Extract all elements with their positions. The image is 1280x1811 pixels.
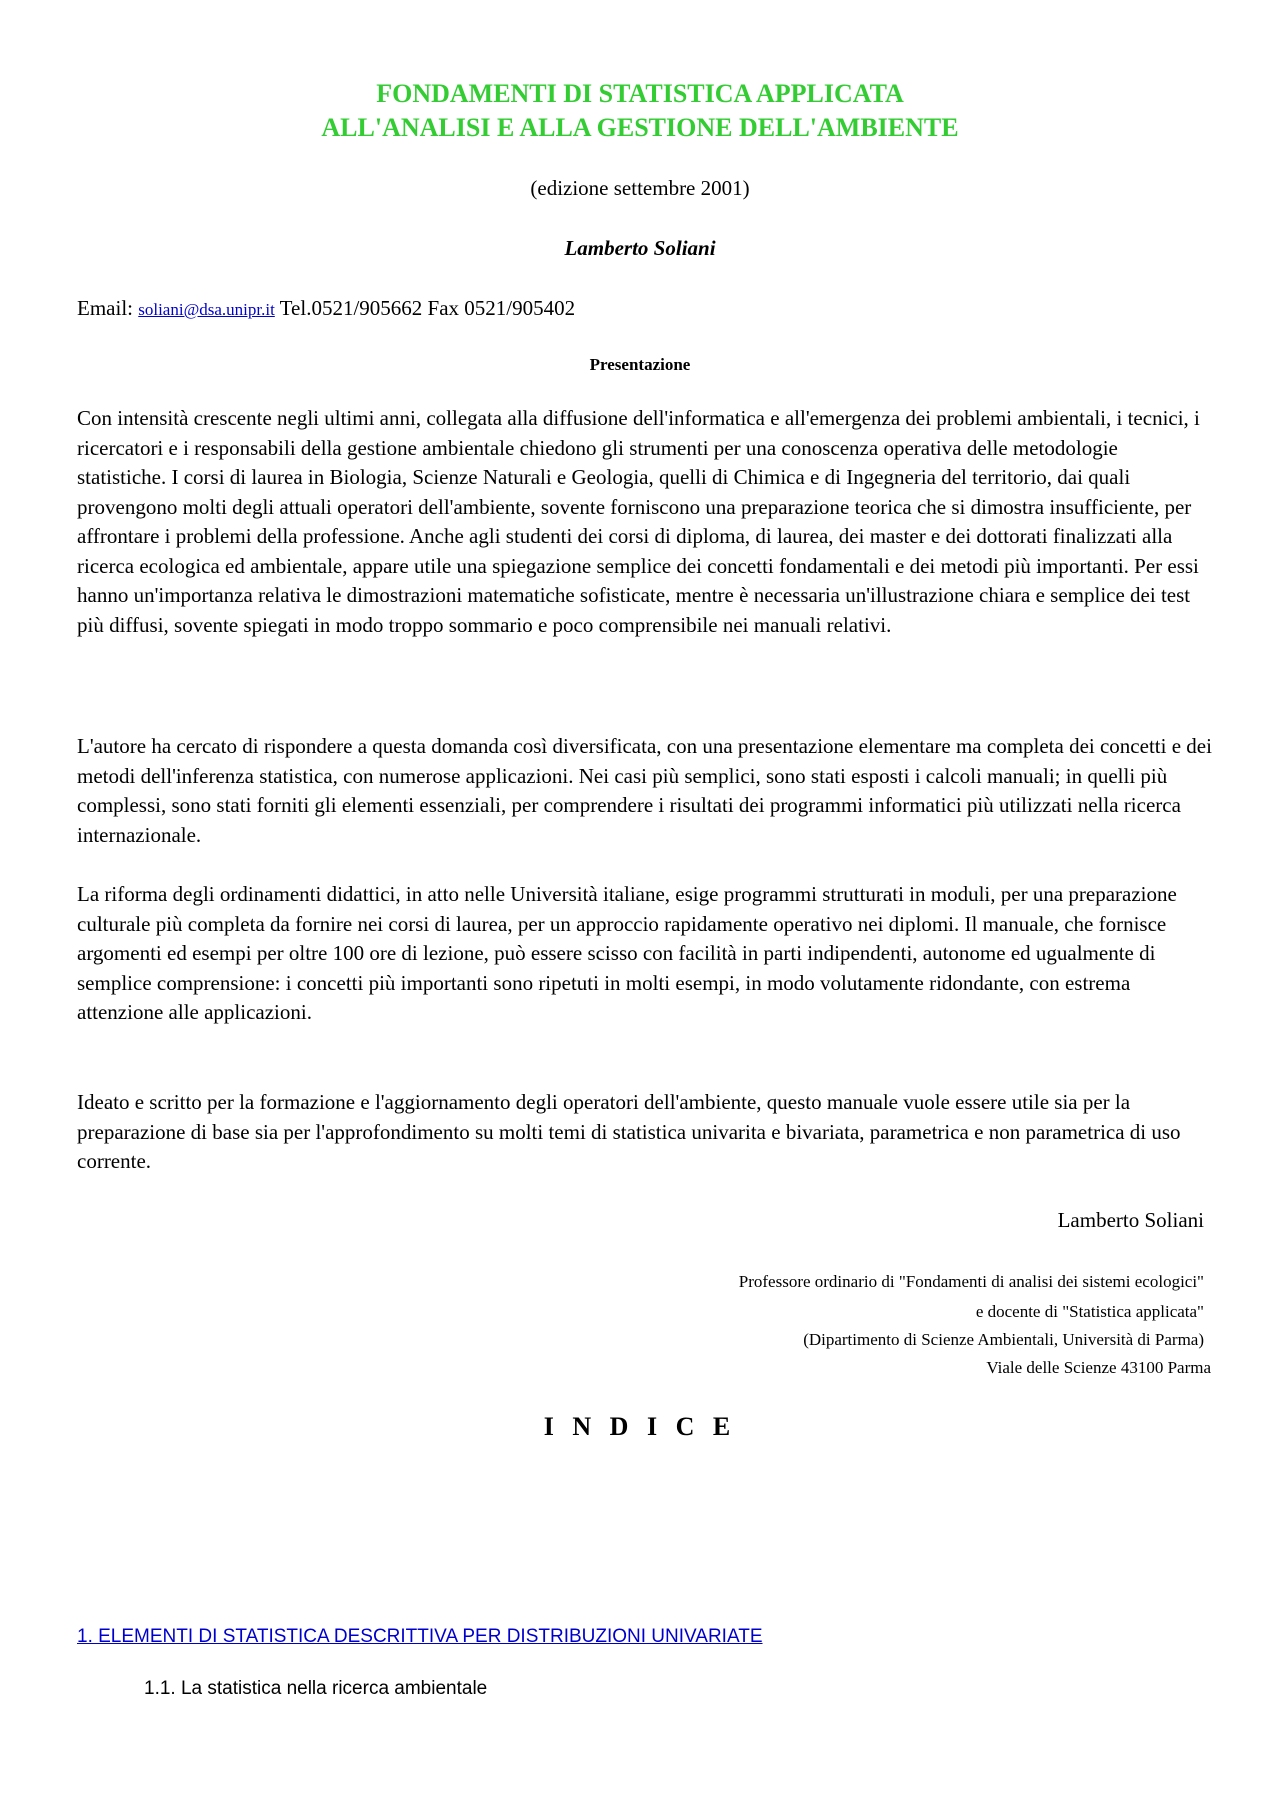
affiliation-line-4: Viale delle Scienze 43100 Parma (986, 1358, 1211, 1377)
fax: Fax 0521/905402 (427, 296, 576, 320)
contact-line (77, 296, 575, 321)
affiliation-line-1: Professore ordinario di "Fondamenti di analisi dei sistemi ecologici" (738, 1272, 1204, 1291)
document-title-line-2: ALL'ANALISI E ALLA GESTIONE DELL'AMBIENTE (321, 113, 959, 142)
document-title-line-1: FONDAMENTI DI STATISTICA APPLICATA (376, 79, 904, 108)
presentazione-paragraph-4: Ideato e scritto per la formazione e l'aggiornamento degli operatori dell'ambiente, questo manuale vuole essere utile sia per la preparazione di base sia per l'approfondimento su molti temi di statistica univarita e bivariata, parametrica e non parametrica di uso corrente. (77, 1090, 1181, 1173)
index-heading: I N D I C E (543, 1412, 737, 1441)
edition-note: (edizione settembre 2001) (530, 176, 750, 200)
email-link[interactable]: soliani@dsa.unipr.it (138, 300, 275, 319)
presentazione-paragraph-2: L'autore ha cercato di rispondere a questa domanda così diversificata, con una presentazione elementare ma completa dei concetti e dei metodi dell'inferenza statistica, con numerose applicazioni. Nei casi più semplici, sono stati esposti i calcoli manuali; in quelli più complessi, sono stati forniti gli elementi essenziali, per comprendere i risultati dei programmi informatici più utilizzati nella ricerca internazionale. (77, 734, 1212, 847)
toc-section-1-1: 1.1. La statistica nella ricerca ambientale (144, 1678, 488, 1699)
affiliation-line-3: (Dipartimento di Scienze Ambientali, Università di Parma) (803, 1330, 1204, 1349)
author-name: Lamberto Soliani (564, 236, 716, 260)
presentazione-paragraph-1: Con intensità crescente negli ultimi anni, collegata alla diffusione dell'informatica e all'emergenza dei problemi ambientali, i tecnici, i ricercatori e i responsabili della gestione ambientale chiedono gli strumenti per una conoscenza operativa delle metodologie statistiche. I corsi di laurea in Biologia, Scienze Naturali e Geologia, quelli di Chimica e di Ingegneria del territorio, dai quali provengono molti degli attuali operatori dell'ambiente, sovente forniscono una preparazione teorica che si dimostra insufficiente, per affrontare i problemi della professione. Anche agli studenti dei corsi di diploma, di laurea, dei master e dei dottorati finalizzati alla ricerca ecologica ed ambientale, appare utile una spiegazione semplice dei concetti fondamentali e dei metodi più importanti. Per essi hanno un'importanza relativa le dimostrazioni matematiche sofisticate, mentre è necessaria un'illustrazione chiara e semplice dei test più diffusi, sovente spiegati in modo troppo sommario e poco comprensibile nei manuali relativi. (77, 406, 1200, 637)
toc-chapter-1-link[interactable]: 1. ELEMENTI DI STATISTICA DESCRITTIVA PER DISTRIBUZIONI UNIVARIATE (77, 1626, 763, 1647)
telephone: Tel.0521/905662 (279, 296, 423, 320)
signature: Lamberto Soliani (1057, 1208, 1204, 1232)
presentazione-paragraph-3: La riforma degli ordinamenti didattici, in atto nelle Università italiane, esige programmi strutturati in moduli, per una preparazione culturale più completa da fornire nei corsi di laurea, per un approccio rapidamente operativo nei diplomi. Il manuale, che fornisce argomenti ed esempi per oltre 100 ore di lezione, può essere scisso con facilità in parti indipendenti, autonome ed ugualmente di semplice comprensione: i concetti più importanti sono ripetuti in molti esempi, in modo volutamente ridondante, con estrema attenzione alle applicazioni. (77, 882, 1177, 1024)
affiliation-line-2: e docente di "Statistica applicata" (975, 1302, 1204, 1321)
email-label: Email: (77, 296, 133, 320)
presentazione-heading: Presentazione (589, 355, 691, 374)
